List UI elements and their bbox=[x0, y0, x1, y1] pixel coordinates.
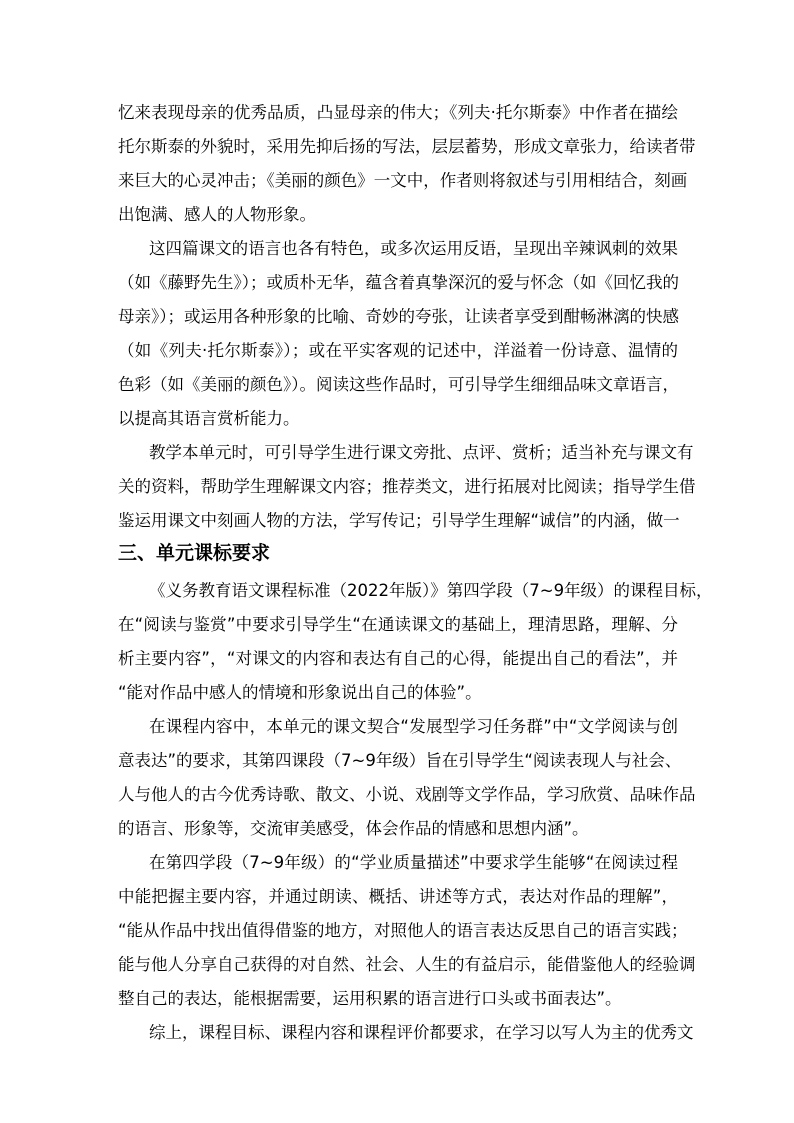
section-heading: 三、单元课标要求 bbox=[118, 542, 271, 564]
paragraph-line: 母亲》）；或运用各种形象的比喻、奇妙的夸张，让读者享受到酣畅淋漓的快感 bbox=[118, 307, 679, 326]
paragraph-line: 人与他人的古今优秀诗歌、散文、小说、戏剧等文学作品，学习欣赏、品味作品 bbox=[118, 785, 696, 804]
paragraph-line: “能从作品中找出值得借鉴的地方，对照他人的语言表达反思自己的语言实践； bbox=[118, 921, 688, 940]
paragraph-line: 在“阅读与鉴赏”中要求引导学生“在通读课文的基础上，理清思路，理解、分 bbox=[118, 615, 678, 634]
paragraph-line: 以提高其语言赏析能力。 bbox=[118, 409, 300, 428]
paragraph-line: 在第四学段（7~9年级）的“学业质量描述”中要求学生能够“在阅读过程 bbox=[149, 853, 678, 872]
paragraph-line: 鉴运用课文中刻画人物的方法，学写传记；引导学生理解“诚信”的内涵，做一 bbox=[118, 511, 680, 530]
paragraph-line: 忆来表现母亲的优秀品质，凸显母亲的伟大；《列夫·托尔斯泰》中作者在描绘 bbox=[118, 103, 678, 122]
paragraph-line: 意表达”的要求，其第四课段（7~9年级）旨在引导学生“阅读表现人与社会、 bbox=[118, 751, 682, 770]
paragraph-line: 出饱满、感人的人物形象。 bbox=[118, 205, 316, 224]
paragraph-line: 析主要内容”，“对课文的内容和表达有自己的心得，能提出自己的看法”，并 bbox=[118, 649, 678, 668]
paragraph-line: 中能把握主要内容，并通过朗读、概括、讲述等方式，表达对作品的理解”， bbox=[118, 887, 678, 906]
paragraph-line: 教学本单元时，可引导学生进行课文旁批、点评、赏析；适当补充与课文有 bbox=[149, 443, 694, 462]
paragraph-line: 在课程内容中，本单元的课文契合“发展型学习任务群”中“文学阅读与创 bbox=[149, 717, 678, 736]
paragraph-line: 这四篇课文的语言也各有特色，或多次运用反语，呈现出辛辣讽刺的效果 bbox=[149, 239, 678, 258]
paragraph-line: 的语言、形象等，交流审美感受，体会作品的情感和思想内涵”。 bbox=[118, 819, 589, 838]
paragraph-line: 《义务教育语文课程标准（2022年版）》第四学段（7~9年级）的课程目标， bbox=[149, 581, 713, 600]
paragraph-line: 能与他人分享自己获得的对自然、社会、人生的有益启示，能借鉴他人的经验调 bbox=[118, 955, 696, 974]
paragraph-line: “能对作品中感人的情境和形象说出自己的体验”。 bbox=[118, 683, 482, 702]
paragraph-line: 托尔斯泰的外貌时，采用先抑后扬的写法，层层蓄势，形成文章张力，给读者带 bbox=[118, 137, 696, 156]
paragraph-line: （如《列夫·托尔斯泰》）；或在平实客观的记述中，洋溢着一份诗意、温情的 bbox=[118, 341, 678, 360]
paragraph-line: 综上，课程目标、课程内容和课程评价都要求，在学习以写人为主的优秀文 bbox=[149, 1023, 694, 1042]
paragraph-line: 整自己的表达，能根据需要，运用积累的语言进行口头或书面表达”。 bbox=[118, 989, 622, 1008]
paragraph-line: 关的资料，帮助学生理解课文内容；推荐类文，进行拓展对比阅读；指导学生借 bbox=[118, 477, 696, 496]
paragraph-line: 色彩（如《美丽的颜色》）。阅读这些作品时，可引导学生细细品味文章语言， bbox=[118, 375, 679, 394]
paragraph-line: 来巨大的心灵冲击；《美丽的颜色》一文中，作者则将叙述与引用相结合，刻画 bbox=[118, 171, 688, 190]
paragraph-line: （如《藤野先生》）；或质朴无华，蕴含着真挚深沉的爱与怀念（如《回忆我的 bbox=[118, 273, 679, 292]
